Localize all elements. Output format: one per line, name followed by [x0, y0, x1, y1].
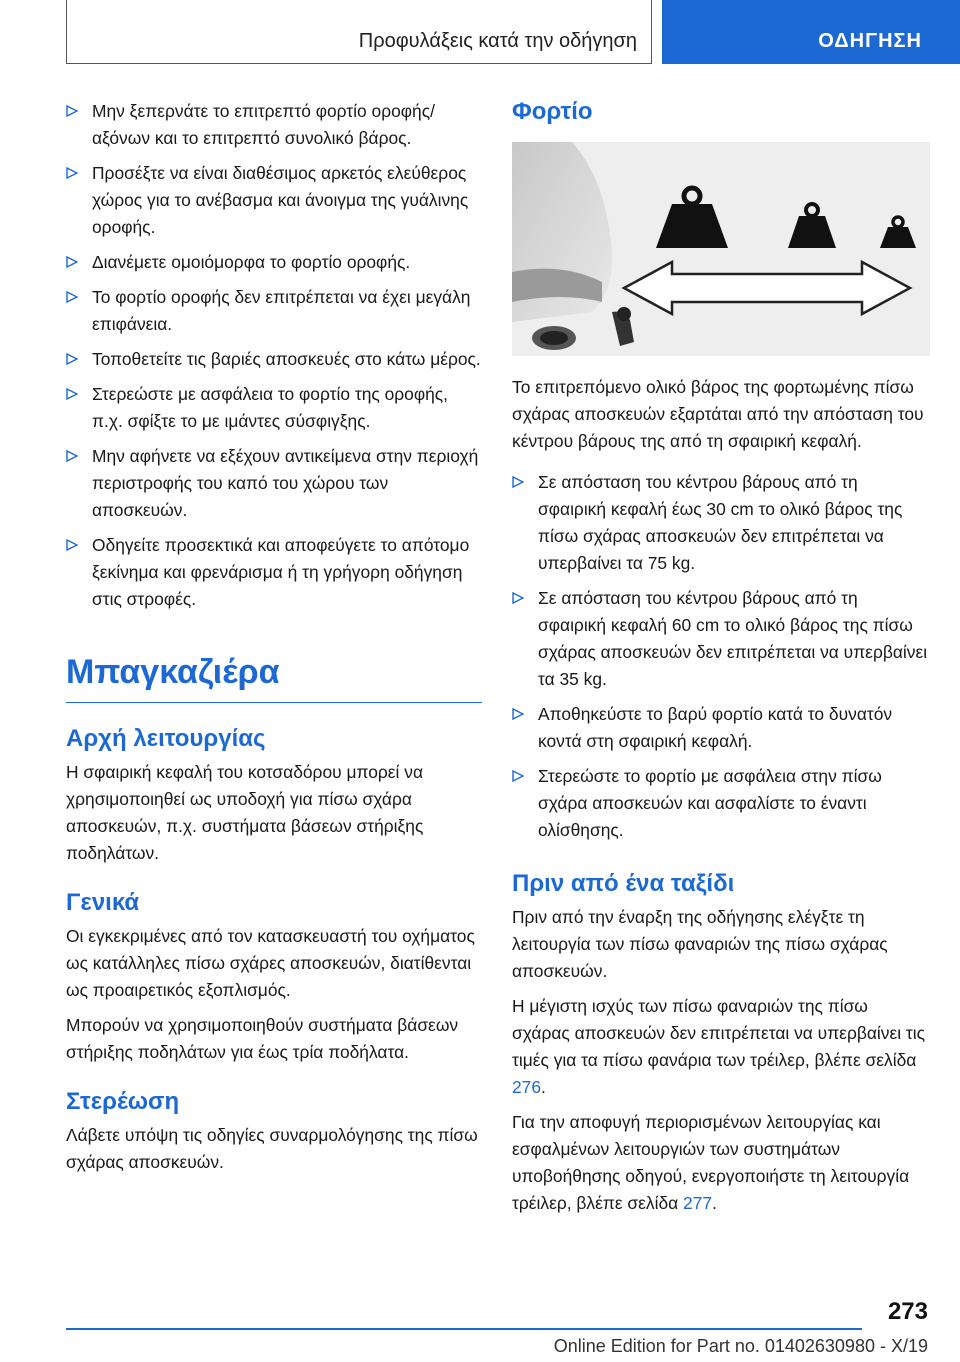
- bullet-text: Προσέξτε να είναι διαθέσιμος αρκετός ελεύθερος χώρος για το ανέβασμα και άνοιγμα της γυάλινης οροφής.: [92, 163, 469, 237]
- bullet-item: [66, 381, 482, 435]
- bullet-item: [66, 160, 482, 241]
- page-header: [66, 0, 960, 64]
- bullet-item: [66, 443, 482, 524]
- bullet-text: Αποθηκεύστε το βαρύ φορτίο κατά το δυνατόν κοντά στη σφαιρική κεφαλή.: [538, 704, 893, 751]
- footer-edition: Online Edition for Part no. 01402630980 - X/19: [553, 1336, 928, 1356]
- load-diagram-illustration: [512, 142, 930, 356]
- function-text: Η σφαιρική κεφαλή του κοτσαδόρου μπορεί να χρησιμοποιηθεί ως υποδοχή για πίσω σχάρα αποσκευών, π.χ. συστήματα βάσεων στήριξης ποδηλάτων.: [66, 762, 424, 863]
- bullet-text: Στερεώστε με ασφάλεια το φορτίο της οροφής, π.χ. σφίξτε το με ιμάντες σύσφιγξης.: [92, 384, 448, 431]
- trip-text-2-content: Η μέγιστη ισχύς των πίσω φαναριών της πίσω σχάρας αποσκευών δεν επιτρέπεται να υπερβαίνει τις τιμές για τα πίσω φανάρια των τρέιλερ, βλέπε σελίδα: [512, 996, 926, 1070]
- bullet-item: [66, 532, 482, 613]
- bullet-item: [512, 701, 930, 755]
- ball-head: [617, 307, 631, 321]
- page-link-277[interactable]: 277: [683, 1193, 713, 1213]
- trip-text-3-period: .: [712, 1193, 717, 1213]
- bullet-text: Τοποθετείτε τις βαριές αποσκευές στο κάτω μέρος.: [92, 349, 481, 369]
- triangle-bullet-icon: [66, 256, 78, 268]
- bullet-text: Οδηγείτε προσεκτικά και αποφεύγετε το απότομο ξεκίνημα και φρενάρισμα ή τη γρήγορη οδήγηση στις στροφές.: [92, 535, 470, 609]
- function-subtitle: Αρχή λειτουργίας: [66, 725, 266, 752]
- triangle-bullet-icon: [66, 539, 78, 551]
- bullet-item: [512, 469, 930, 577]
- bullet-text: Μην αφήνετε να εξέχουν αντικείμενα στην περιοχή περιστροφής του καπό του χώρου των αποσκευών.: [92, 446, 479, 520]
- trip-text-2: [512, 993, 930, 1101]
- roof-load-bullet-list: [66, 98, 482, 613]
- triangle-bullet-icon: [66, 388, 78, 400]
- bullet-item: [512, 585, 930, 693]
- trip-text-2-period: .: [541, 1077, 546, 1097]
- bullet-item: [66, 98, 482, 152]
- bullet-text: Το φορτίο οροφής δεν επιτρέπεται να έχει μεγάλη επιφάνεια.: [92, 287, 471, 334]
- trip-text-1: Πριν από την έναρξη της οδήγησης ελέγξτε τη λειτουργία των πίσω φαναριών της πίσω σχάρας αποσκευών.: [512, 907, 888, 981]
- load-bullet-list: [512, 469, 930, 844]
- left-column: [66, 98, 482, 1184]
- load-subtitle: Φορτίο: [512, 98, 593, 125]
- triangle-bullet-icon: [512, 476, 524, 488]
- general-subtitle: Γενικά: [66, 889, 140, 916]
- page-number: 273: [887, 1298, 928, 1325]
- trip-text-3-content: Για την αποφυγή περιορισμένων λειτουργίας και εσφαλμένων λειτουργιών των συστημάτων υποβοήθησης οδηγού, ενεργοποιήστε τη λειτουργία τρέιλερ, βλέπε σελίδα: [512, 1112, 910, 1213]
- bullet-item: [66, 284, 482, 338]
- triangle-bullet-icon: [66, 167, 78, 179]
- mount-text: Λάβετε υπόψη τις οδηγίες συναρμολόγησης της πίσω σχάρας αποσκευών.: [66, 1125, 478, 1172]
- bullet-item: [512, 763, 930, 844]
- bullet-text: Στερεώστε το φορτίο με ασφάλεια στην πίσω σχάρα αποσκευών και ασφαλίστε το έναντι ολίσθησης.: [538, 766, 882, 840]
- triangle-bullet-icon: [66, 291, 78, 303]
- bullet-text: Μην ξεπερνάτε το επιτρεπτό φορτίο οροφής/αξόνων και το επιτρεπτό συνολικό βάρος.: [92, 101, 435, 148]
- trip-subtitle: Πριν από ένα ταξίδι: [512, 870, 735, 897]
- load-caption: Το επιτρεπόμενο ολικό βάρος της φορτωμένης πίσω σχάρας αποσκευών εξαρτάται από την απόσταση του κέντρου βάρους της από τη σφαιρική κεφαλή.: [512, 377, 924, 451]
- general-text-2: Μπορούν να χρησιμοποιηθούν συστήματα βάσεων στήριξης ποδηλάτων για έως τρία ποδήλατα.: [66, 1015, 459, 1062]
- header-section-title: Προφυλάξεις κατά την οδήγηση: [358, 30, 637, 52]
- chapter-tab-label: ΟΔΗΓΗΣΗ: [818, 30, 922, 52]
- bullet-text: Σε απόσταση του κέντρου βάρους από τη σφαιρική κεφαλή 60 cm το ολικό βάρος της πίσω σχάρας αποσκευών δεν επιτρέπεται να υπερβαίνει τα 35 kg.: [538, 588, 928, 689]
- page-link-276[interactable]: 276: [512, 1077, 542, 1097]
- trip-text-3: [512, 1109, 930, 1217]
- triangle-bullet-icon: [512, 592, 524, 604]
- triangle-bullet-icon: [66, 353, 78, 365]
- triangle-bullet-icon: [66, 105, 78, 117]
- section-title: Μπαγκαζιέρα: [66, 653, 482, 703]
- footer-divider: [66, 1328, 862, 1330]
- right-column: [512, 98, 930, 1225]
- header-section-box: [66, 0, 652, 64]
- mount-subtitle: Στερέωση: [66, 1088, 180, 1115]
- triangle-bullet-icon: [512, 708, 524, 720]
- triangle-bullet-icon: [66, 450, 78, 462]
- bullet-text: Διανέμετε ομοιόμορφα το φορτίο οροφής.: [92, 252, 411, 272]
- bullet-item: [66, 249, 482, 276]
- bullet-text: Σε απόσταση του κέντρου βάρους από τη σφαιρική κεφαλή έως 30 cm το ολικό βάρος της πίσω σχάρας αποσκευών δεν επιτρέπεται να υπερβαίνει τα 75 kg.: [538, 472, 903, 573]
- bullet-item: [66, 346, 482, 373]
- chapter-tab[interactable]: [662, 0, 960, 64]
- general-text-1: Οι εγκεκριμένες από τον κατασκευαστή του οχήματος ως κατάλληλες πίσω σχάρες αποσκευών, διατίθενται ως προαιρετικός εξοπλισμός.: [66, 926, 475, 1000]
- triangle-bullet-icon: [512, 770, 524, 782]
- load-diagram-figure: [512, 142, 930, 356]
